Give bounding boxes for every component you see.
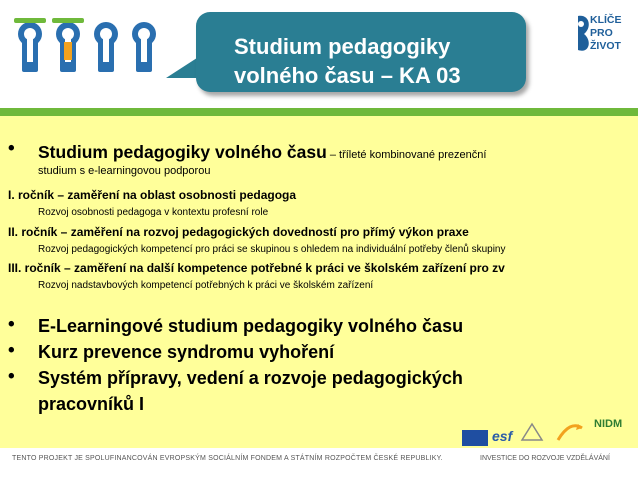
logo-text-2: PRO — [590, 27, 613, 39]
main-item — [38, 142, 486, 163]
year-2-heading: II. ročník – zaměření na rozvoj pedagogických dovedností pro přímý výkon praxe — [8, 225, 469, 239]
footer-right-text: INVESTICE DO ROZVOJE VZDĚLÁVÁNÍ — [480, 455, 610, 462]
main-item-rest: – tříleté kombinované prezenční — [326, 149, 487, 161]
green-divider — [0, 108, 638, 116]
keyhole-logo-icon — [14, 16, 164, 76]
year-1-heading: I. ročník – zaměření na oblast osobnosti pedagoga — [8, 188, 297, 202]
year-3-heading: III. ročník – zaměření na další kompetence potřebné k práci ve školském zařízení pro zv — [8, 261, 505, 275]
year-2-detail: Rozvoj pedagogických kompetencí pro práci se skupinou s ohledem na individuální potřeby členů skupiny — [38, 244, 506, 255]
title-box — [196, 12, 526, 92]
bullet-system: Systém přípravy, vedení a rozvoje pedagogických — [38, 368, 463, 388]
title-line-2: volného času – KA 03 — [234, 63, 461, 88]
main-item-sub: studium s e-learningovou podporou — [38, 165, 211, 177]
arrow-logo-icon — [556, 418, 584, 444]
bullet-system-cont: pracovníků I — [38, 394, 145, 414]
eu-flag-icon — [462, 430, 488, 446]
callout-pointer — [166, 56, 200, 78]
bullet-icon: • — [8, 340, 15, 361]
year-1-detail: Rozvoj osobnosti pedagoga v kontextu profesní role — [38, 207, 269, 218]
footer — [0, 448, 638, 479]
year-3-detail: Rozvoj nadstavbových kompetencí potřebných k práci ve školském zařízení — [38, 280, 374, 291]
title-line-1: Studium pedagogiky — [234, 34, 451, 59]
main-item-bold: Studium pedagogiky volného času — [38, 142, 327, 162]
bullet-icon: • — [8, 314, 15, 335]
msmt-logo-icon — [520, 420, 544, 444]
bullet-icon: • — [8, 138, 15, 159]
footer-left-text: TENTO PROJEKT JE SPOLUFINANCOVÁN EVROPSKÝM SOCIÁLNÍM FONDEM A STÁTNÍM ROZPOČTEM ČESKÉ REPUBLIKY. — [12, 455, 443, 462]
esf-logo: esf — [492, 428, 513, 444]
bullet-elearning: E-Learningové studium pedagogiky volného času — [38, 316, 464, 336]
logo-text-3: ŽIVOT — [590, 40, 621, 52]
logo-text-1: KLÍČE — [590, 14, 622, 26]
nidm-logo: NIDM — [594, 418, 623, 430]
bullet-icon: • — [8, 366, 15, 387]
bullet-kurz: Kurz prevence syndromu vyhoření — [38, 342, 335, 362]
